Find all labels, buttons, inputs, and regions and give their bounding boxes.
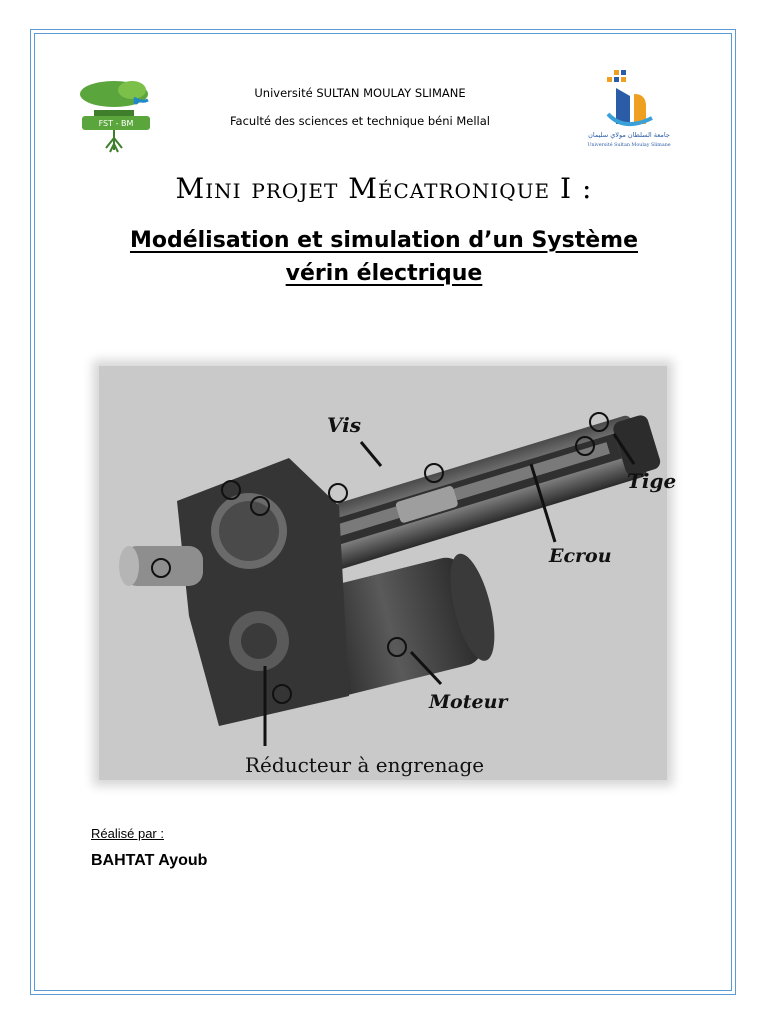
subtitle-line-1: Modélisation et simulation d’un Système bbox=[129, 228, 639, 253]
faculty-name: Faculté des sciences et technique béni Mellal bbox=[230, 114, 490, 128]
realise-par-label: Réalisé par : bbox=[91, 826, 164, 841]
project-subtitle bbox=[60, 224, 708, 290]
left-logo-text: FST - BM bbox=[98, 119, 134, 128]
fst-bm-logo bbox=[74, 72, 156, 154]
subtitle-line-2: vérin électrique bbox=[285, 261, 483, 286]
label-reducteur: Réducteur à engrenage bbox=[245, 753, 485, 777]
label-vis: Vis bbox=[327, 413, 362, 437]
actuator-photo bbox=[99, 366, 677, 780]
label-moteur: Moteur bbox=[429, 691, 508, 713]
label-tige: Tige bbox=[627, 469, 677, 493]
usms-logo bbox=[584, 66, 674, 152]
label-ecrou: Ecrou bbox=[549, 545, 612, 567]
right-logo-latin: Université Sultan Moulay Slimane bbox=[587, 143, 671, 148]
project-title: Mini projet Mécatronique I : bbox=[175, 172, 593, 205]
right-logo-arabic: جامعة السلطان مولاي سليمان bbox=[588, 131, 670, 139]
university-name: Université SULTAN MOULAY SLIMANE bbox=[254, 86, 466, 100]
author-name: BAHTAT Ayoub bbox=[91, 852, 208, 869]
